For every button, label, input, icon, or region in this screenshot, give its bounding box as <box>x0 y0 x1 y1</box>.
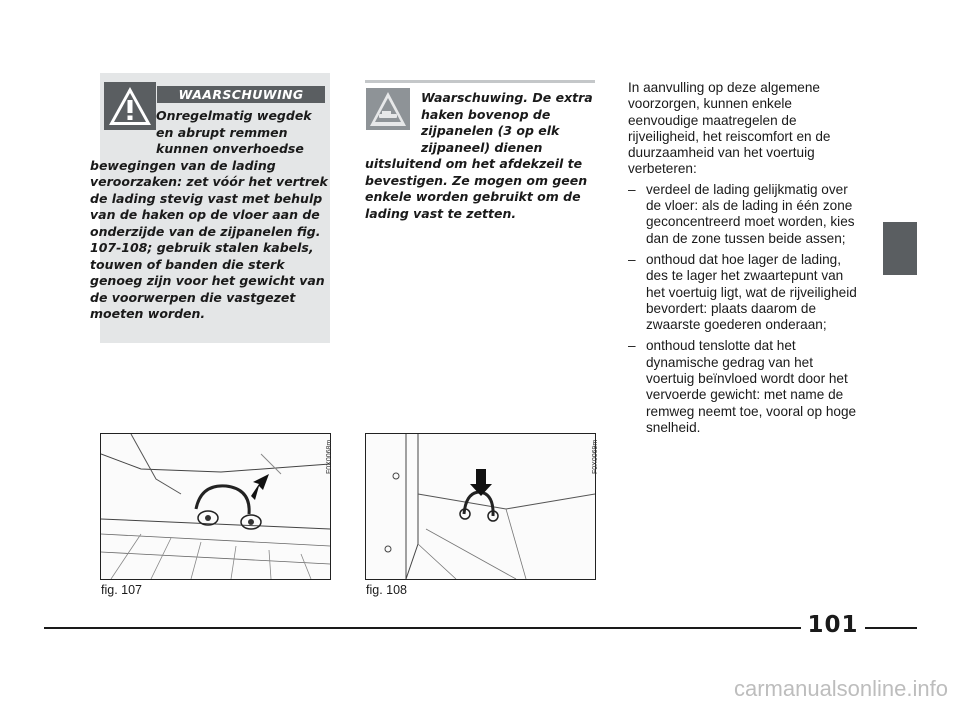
list-item <box>628 252 864 333</box>
bullet-text: onthoud tenslotte dat het dynamische gedrag van het voertuig beïnvloed wordt door het vervoerde gewicht: met name de remweg neemt toe, vooral op hoge snelheid. <box>646 338 857 435</box>
figure-caption: fig. 107 <box>101 583 143 597</box>
figure-caption: fig. 108 <box>366 583 408 597</box>
footer-rule <box>44 627 801 629</box>
figure-108-image <box>365 433 596 580</box>
middle-warning-rule <box>365 80 595 83</box>
section-tab <box>883 222 917 275</box>
footer-rule <box>865 627 917 629</box>
bullet-text: verdeel de lading gelijkmatig over de vloer: als de lading in één zone geconcentreerd moet worden, kies dan de zone tussen beide assen; <box>646 181 855 246</box>
figure-code: F0X0069m <box>592 439 599 474</box>
list-item <box>628 182 864 247</box>
right-column <box>628 80 864 441</box>
figure-code: F0X0068m <box>326 439 333 474</box>
list-item <box>628 338 864 436</box>
intro-paragraph: In aanvulling op deze algemene voorzorgen, kunnen enkele eenvoudige maatregelen de rijveiligheid, het reiscomfort en de duurzaamheid van het voertuig verbeteren: <box>628 80 831 177</box>
page-number: 101 <box>807 612 859 638</box>
middle-warning-text-block <box>365 90 597 222</box>
bullet-dash: – <box>628 181 636 197</box>
figure-107-image <box>100 433 331 580</box>
bullet-dash: – <box>628 338 636 354</box>
bullet-text: onthoud dat hoe lager de lading, des te lager het zwaartepunt van het voertuig ligt, wat de rijveiligheid bevordert: plaats daarom de zwaarste goederen onderaan; <box>646 251 857 333</box>
warning-banner: WAARSCHUWING <box>157 86 325 103</box>
warning-text-block <box>90 108 330 323</box>
watermark: carmanualsonline.info <box>733 676 948 701</box>
warning-text: Onregelmatig wegdek en abrupt remmen kunnen onverhoedse bewegingen van de lading veroorzaken: zet vóór het vertrek de lading stevig vast met behulp van de haken op de vloer aan de onderzijde van de zijpanelen fig. 107-108; gebruik stalen kabels, touwen of banden die sterk genoeg zijn voor het gewicht van de voorwerpen die vastgezet moeten worden. <box>90 108 328 321</box>
middle-warning-text: Waarschuwing. De extra haken bovenop de zijpanelen (3 op elk zijpaneel) dienen uitsluitend om het afdekzeil te bevestigen. Ze mogen om geen enkele worden gebruikt om de lading vast te zetten. <box>365 90 593 221</box>
bullet-dash: – <box>628 251 636 267</box>
